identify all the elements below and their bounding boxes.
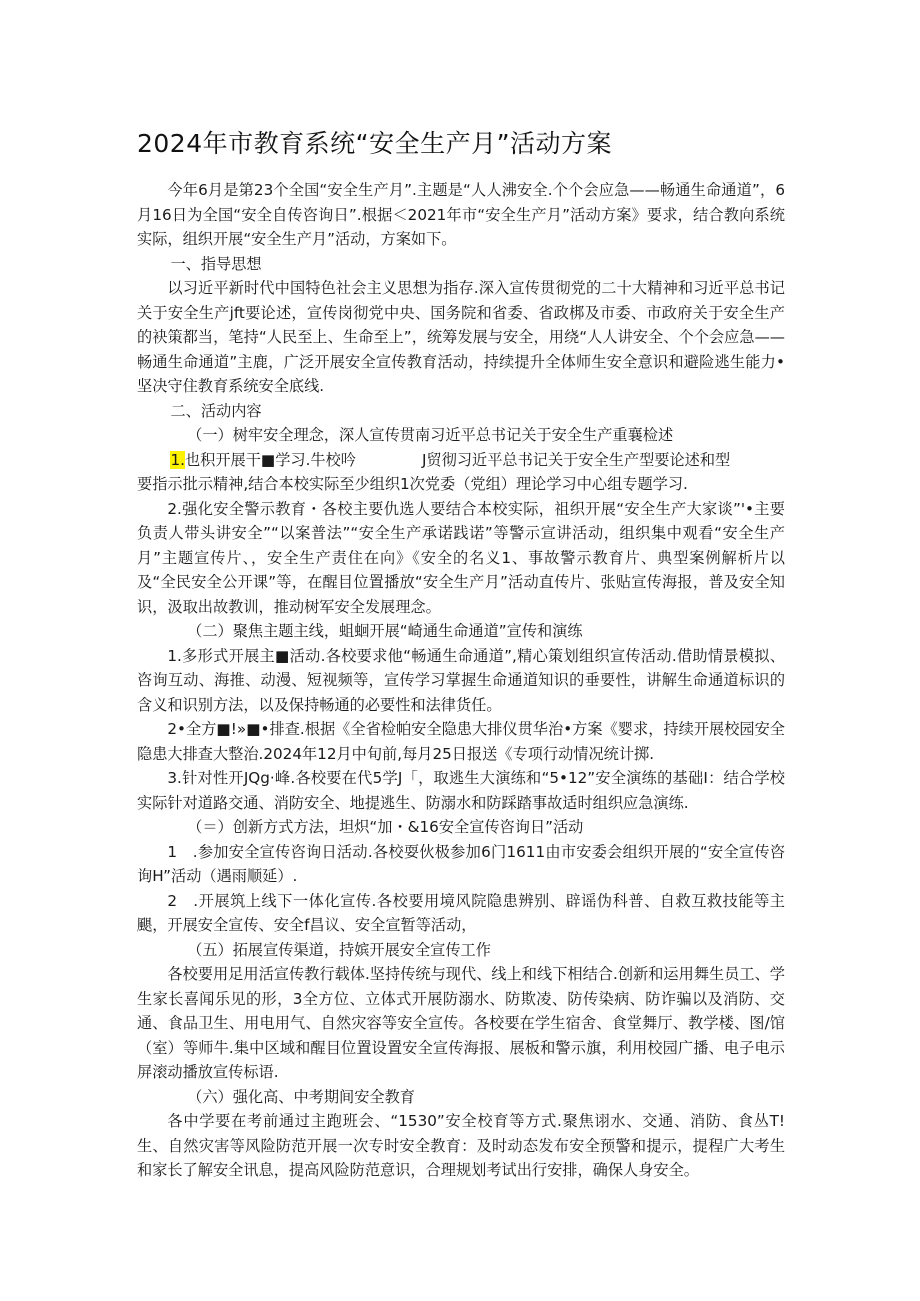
intro-paragraph: 今年6月是第23个全国“安全生产月”.主题是“人人沸安全.个个会应急——畅通生命通道”，6月16日为全国“安全自传咨询日”.根据＜2021年市“安全生产月”活动方案》要求，结合教向系统实际，组织开展“安全生产月”活动，方案如下。: [137, 181, 785, 248]
item-1-2-paragraph: 2.强化安全警示教育・各校主要仇选人要结合本校实际，祖织开展“安全生产大家谈”'•主要负责人带头讲安全”“以案普法”“安全生产承诺践诺”等警示宣讲活动，组织集中观看“安全生产月”主题宣传片、，安全生产责住在向》《安全的名义1、事故警示教育片、典型案例解析片以及“全民安全公开课”等，在醒目位置播放“安全生产月”活动直传片、张贴宣传海报，普及安全知识，汲取出故教训，推动树军安全发展理念。: [137, 499, 785, 616]
item-1-1-part-b: J贸彻习近平总书记关于安全生产型要论述和型: [422, 450, 731, 469]
document-body: [137, 178, 785, 1183]
highlighted-number: 1.: [170, 450, 185, 469]
item-3-2-paragraph: 2 .开展筑上线下一体化宣传.各校要用境风院隐患辨别、辟谣伪科普、自救互救技能等主颶，开展安全宣传、安全f昌议、安全宣暂等活动，: [137, 891, 785, 934]
item-2-1-paragraph: 1.多形式开展主■活动.各校要求他“畅通生命通道”,精心策划组织宣传活动.借助情景模拟、咨询互动、海推、动漫、短视频等，宣传学习掌握生命通道知识的垂要性，讲解生命通道标识的含义和识别方法，以及保持畅通的必要性和法律货任。: [137, 646, 785, 714]
item-2-2-paragraph: 2•全方■!»■•排查.根据《全省检帕安全隐患大排仪贯华治•方案《婴求，持续开展校园安全隐患大排查大整治.2024年12月中旬前,每月25日报送《专项行动情况统计掷.: [137, 720, 785, 763]
item-3-1-paragraph: 1 .参加安全宣传咨询日活动.各校耍伙极参加6门1611由市安委会组织开展的“安全宣传咨询H”活动（遇雨顺延）.: [137, 842, 785, 885]
item-5-paragraph: 各校要用足用活宣传教行载体.坚持传统与现代、线上和线下相结合.创新和运用舞生员工、学生家长喜闻乐见的形，3全方位、立体式开展防溺水、防欺凌、防传染病、防诈骗以及消防、交通、食品卫生、用电用气、自然灾容等安全宣传。各校要在学生宿舍、食堂舞厅、教学楼、图/馆（室）等师牛.集中区域和醒目位置设置安全宣传海报、展板和警示旗，利用校园广播、电子电示屏滚动播放宣传标语.: [137, 965, 785, 1081]
item-1-1-line: [137, 448, 785, 473]
guiding-thought-paragraph: 以习近平新时代中国特色社会主义思想为指存.深入宣传贯彻党的二十大精神和习近平总书记关于安全生产jft要论述，宣传岗彻党中央、国务院和省委、省政梆及市委、市政府关于安全生产的袂策都当，笔持“人民至上、生命至上”，统筹发展与安全，用绕“人人讲安全、个个会应急——畅通生命通道”主鹿，广泛开展安全宣传教育活动，持续提升全体师生安全意识和避险逃生能力•坚决守住教育系统安全底线.: [137, 279, 785, 395]
subsection-heading-3: （＝）创新方式方法，坦炽“加・&16安全宣传咨询日”活动: [187, 818, 584, 836]
section-heading-guiding-thought: 一、指导思想: [170, 254, 262, 273]
item-1-1-part-a: 也积开展干■学习.牛校吟: [184, 450, 356, 469]
section-heading-activities: 二、活动内容: [170, 401, 262, 420]
item-6-paragraph: 各中学要在考前通过主跑班会、“1530”安全校育等方式.聚焦诩水、交通、消防、食丛T!生、自然灾害等风险防范开展一次专时安全教育：及时动态发布安全预警和提示，提程广大考生和家长了解安全讯息，提高风险防范意识，合理规划考试出行安排，确保人身安全。: [137, 1112, 785, 1179]
subsection-heading-5: （五）拓展宣传渠道，持嫔开展安全宣传工作: [187, 940, 491, 959]
subsection-heading-6: （六）强化高、中考期间安全教育: [187, 1087, 415, 1106]
document-title: 2024年市教育系统“安全生产月”活动方案: [137, 129, 613, 158]
item-2-3-paragraph: 3.针对性开JQg·峰.各校要在代5学J「，取逃生大演练和“5•12”安全演练的基础I：结合学校实际针对道路交通、消防安全、地提逃生、防溺水和防踩踏事故适时组织应急演练.: [137, 769, 785, 812]
subsection-heading-1: （一）树牢安全理念，深人宣传贯南习近平总书记关于安全生产重襄检述: [187, 426, 674, 444]
item-1-1-continuation: 要指示批示精神,结合本校实际至少组织1次党委（党组）理论学习中心组专题学习.: [137, 475, 688, 493]
subsection-heading-2: （二）聚焦主题主线，蛆蛔开展“崎通生命通道”宣传和演练: [187, 622, 583, 640]
